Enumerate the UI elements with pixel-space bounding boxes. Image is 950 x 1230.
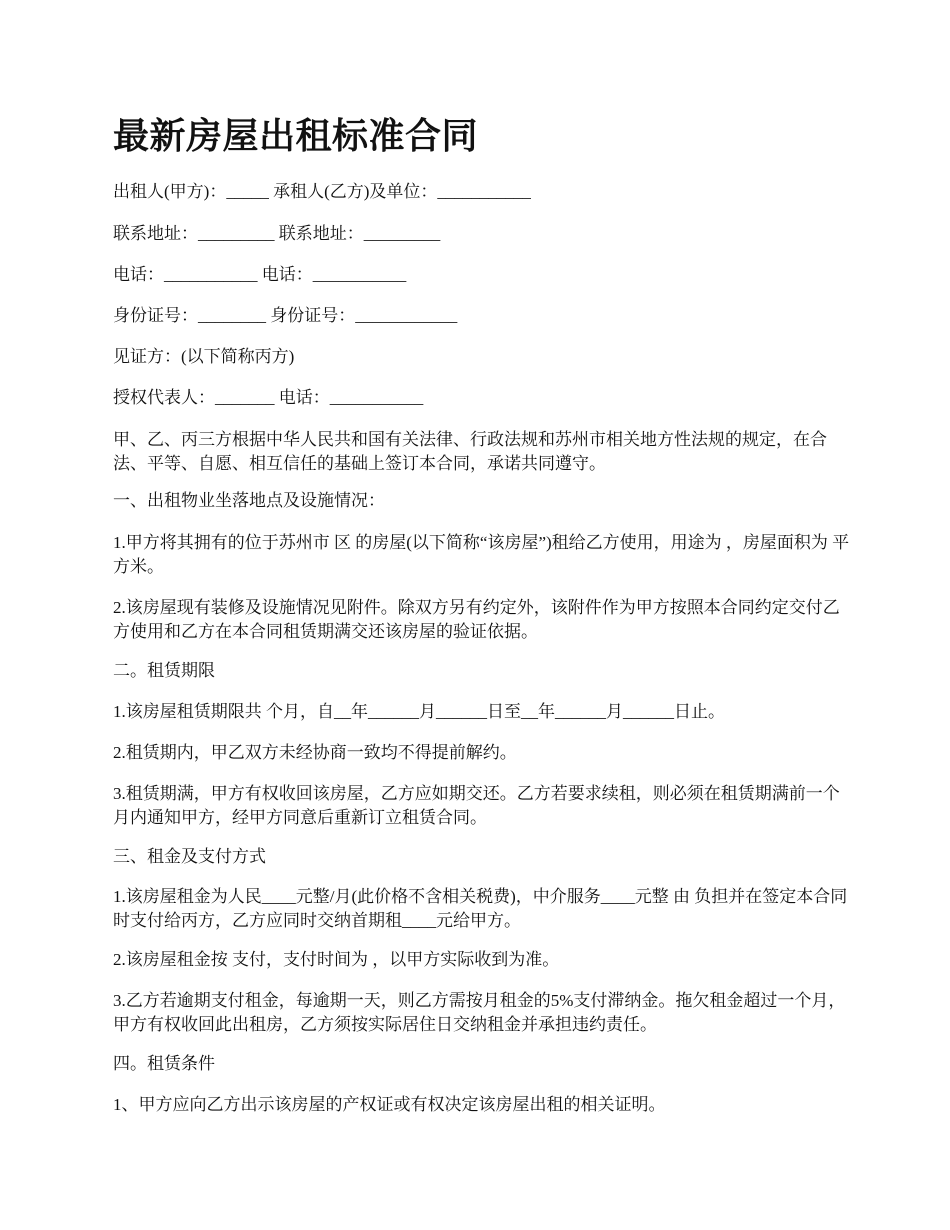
paragraph-witness: 见证方：(以下简称丙方) [113, 347, 295, 366]
paragraph-property-2: 2.该房屋现有装修及设施情况见附件。除双方另有约定外，该附件作为甲方按照本合同约定交付乙方使用和乙方在本合同租赁期满交还该房屋的验证依据。 [113, 598, 840, 641]
paragraph-rent-1: 1.该房屋租金为人民____元整/月(此价格不含相关税费)，中介服务____元整 由 负担并在签定本合同时支付给丙方，乙方应同时交纳首期租____元给甲方。 [113, 887, 848, 930]
paragraph-phones: 电话：___________ 电话：___________ [113, 265, 407, 284]
paragraph-term-3: 3.租赁期满，甲方有权收回该房屋，乙方应如期交还。乙方若要求续租，则必须在租赁期满前一个月内通知甲方，经甲方同意后重新订立租赁合同。 [113, 784, 840, 827]
paragraph-conditions-1: 1、甲方应向乙方出示该房屋的产权证或有权决定该房屋出租的相关证明。 [113, 1095, 666, 1114]
paragraph-term-1: 1.该房屋租赁期限共 个月，自__年______月______日至__年______月______日止。 [113, 702, 725, 721]
paragraph-rent-2: 2.该房屋租金按 支付，支付时间为 ，以甲方实际收到为准。 [113, 950, 560, 969]
paragraph-rent-3: 3.乙方若逾期支付租金，每逾期一天，则乙方需按月租金的5%支付滞纳金。拖欠租金超过一个月，甲方有权收回此出租房，乙方须按实际居住日交纳租金并承担违约责任。 [113, 991, 846, 1034]
paragraph-preamble: 甲、乙、丙三方根据中华人民共和国有关法律、行政法规和苏州市相关地方性法规的规定，在合法、平等、自愿、相互信任的基础上签订本合同，承诺共同遵守。 [113, 430, 827, 473]
paragraph-term-2: 2.租赁期内，甲乙双方未经协商一致均不得提前解约。 [113, 743, 517, 762]
section-heading-property: 一、出租物业坐落地点及设施情况： [113, 491, 385, 510]
section-heading-term: 二。租赁期限 [113, 661, 215, 680]
paragraph-addresses: 联系地址：_________ 联系地址：_________ [113, 224, 441, 243]
paragraph-id-numbers: 身份证号：________ 身份证号：____________ [113, 306, 458, 325]
paragraph-representative: 授权代表人：_______ 电话：___________ [113, 388, 424, 407]
document-title: 最新房屋出租标准合同 [113, 116, 479, 156]
section-heading-conditions: 四。租赁条件 [113, 1054, 215, 1073]
section-heading-rent: 三、租金及支付方式 [113, 847, 266, 866]
paragraph-parties: 出租人(甲方)：_____ 承租人(乙方)及单位：___________ [113, 182, 531, 201]
paragraph-property-1: 1.甲方将其拥有的位于苏州市 区 的房屋(以下简称“该房屋”)租给乙方使用，用途为 ，房屋面积为 平方米。 [113, 533, 850, 576]
